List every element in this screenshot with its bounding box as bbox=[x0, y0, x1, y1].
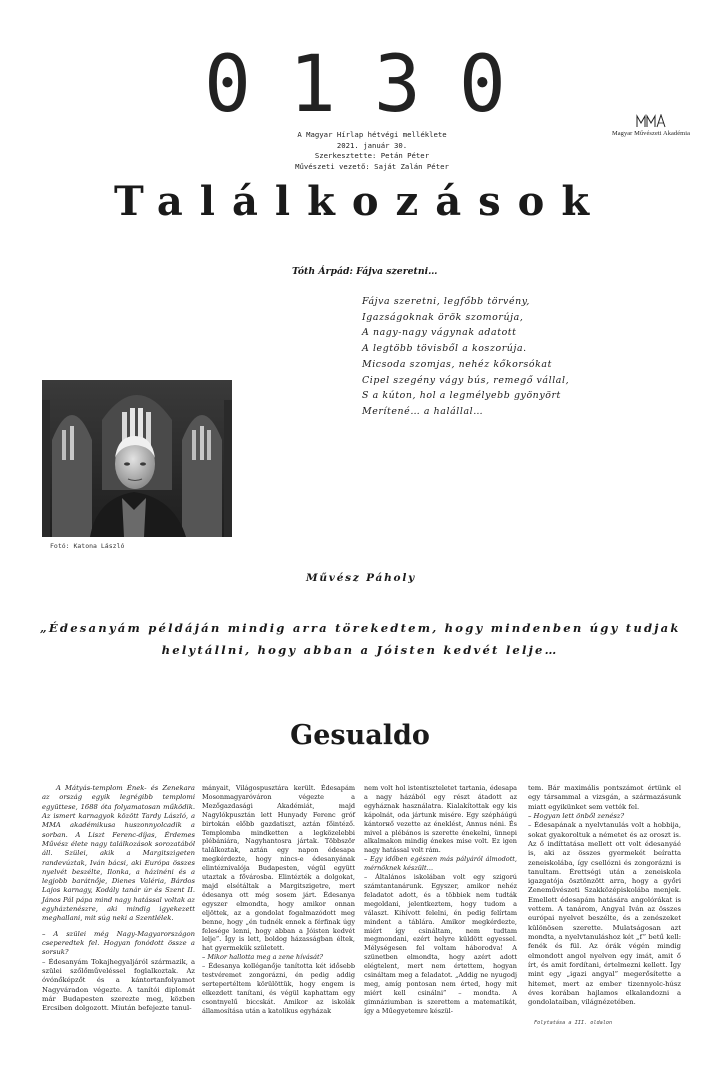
masthead-line: Szerkesztette: Petán Péter bbox=[314, 151, 430, 160]
pull-quote bbox=[40, 617, 680, 661]
interview-answer: – Édesapának a nyelvtanulás volt a hobbija, sokat gyakoroltuk a németet és az oroszt is. Az ő indíttatása mellett ott volt édesanyáé is, aki az összes gyermekét beíratta zeneiskolába, így csellózni és zongorázni is tanultam. Érettségi után a zeneiskola igazgatója ösztönzött arra, hogy a győri Zeneművészeti Szakközépiskolába menjek. Emellett édesapám hatására angolórákat is vettem. A tanárom, Angyal Iván az összes európai nyelvet beszélte, és a zenészeket különösen szerette. Mulatságosan azt mondta, a nyelvtanuláshoz két „f” betű kell: fenék és fül. Az órák végén mindig elmondott angol nyelven egy imát, amit ő írt, és amit fordítani, értelmezni kellett. Így mint egy „igazi angyal” megerősítette a hitemet, mert az ember tizennyolc-húsz éves korában hajlamos elkalandozni a gondolataiban, világnézetében. bbox=[528, 821, 681, 1007]
masthead-info bbox=[262, 130, 482, 172]
interview-question: – Egy időben egészen más pályáról álmodott, mérnöknek készült… bbox=[364, 855, 517, 873]
interview-answer: – Édesanya kolléganője tanította két idősebb testvéremet zongorázni, én pedig addig sertepertéltem körülöttük, hogy engem is elkezdett tanítani, és végül kaphattam egy csontnyelű biccskát. Amikor az iskolák államosítása után a katolikus egyházak bbox=[202, 962, 355, 1015]
section-label: Művész Páholy bbox=[305, 572, 417, 584]
poem-line: A nagy-nagy vágynak adatott bbox=[362, 327, 517, 339]
poem-line: Igazságoknak örök szomorúja, bbox=[362, 311, 524, 323]
masthead-line: 2021. január 30. bbox=[336, 140, 408, 150]
portrait-photo bbox=[42, 380, 232, 537]
interview-answer: tem. Bár maximális pontszámot értünk el egy társammal a vizsgán, a származásunk miatt egyikünket sem vették fel. bbox=[528, 784, 681, 811]
masthead-line: A Magyar Hírlap hétvégi melléklete bbox=[297, 130, 447, 139]
poem-line: Cipel szegény vágy bús, remegő vállal, bbox=[362, 374, 570, 386]
interview-answer: – Édesanyám Tokajhegyaljáról származik, a szülei szőlőműveléssel foglalkoztak. Az óvónőképzőt és a kántortanfolyamot Nagyváradon végezte. A tanítói diplomát már Budapesten szerezte meg, közben Ercsiben dolgozott. Miután befejezte tanul- bbox=[42, 957, 195, 1013]
poem-heading: Tóth Árpád: Fájva szeretni… bbox=[292, 266, 438, 277]
interview-answer: nem volt hol istentiszteletet tartania, édesapa a nagy házából egy részt átadott az egyháznak használatra. Kialakítottak egy kis kápolnát, oda jártunk misére. Egy szépháúgú kántorнő vezette az éneklést, Annus néni. És mivel a plébános is szerette énekelni, ünnepi alkalmakon mindig énekes mise volt. Ez igen nagy hatással volt rám. bbox=[364, 784, 517, 855]
interview-question: – Hogyan lett önből zenész? bbox=[528, 811, 625, 820]
article-column-3 bbox=[364, 784, 517, 1016]
mma-logo bbox=[596, 114, 706, 137]
interview-answer: – Általános iskolában volt egy szigorú számtantanárunk. Egyszer, amikor nehéz feladatot adott, és a többiek nem tudták megoldani, jelentkeztem, hogy tudom a választ. Kihívott felelni, én pedig felírtam mindent a táblára. Amikor megkérdezte, miért így csináltam, nem tudtam megmondani, ezért helyre küldött egyessel. Mélységesen fel voltam háborodva! A szünetben elmondta, hogy azért adott elégtelent, mert nem értettem, hogyan csináltam meg a feladatot. „Addig ne nyugodj meg, amíg pontosan nem érted, hogy mit miért kell csinálni” – mondta. A gimnáziumban is szerettem a matematikát, így a Műegyetemre készül- bbox=[364, 873, 517, 1015]
quote-line: „Édesanyám példáján mindig arra törekedtem, hogy mindenben úgy tudjak bbox=[40, 621, 681, 635]
issue-number: 0130 bbox=[204, 40, 544, 130]
quote-line: helytállni, hogy abban a Jóisten kedvét lelje… bbox=[161, 643, 559, 657]
article-title: Gesualdo bbox=[290, 720, 430, 751]
continuation-note: Folytatása a III. oldalon bbox=[534, 1020, 613, 1026]
masthead-line: Művészeti vezető: Saját Zalán Péter bbox=[295, 161, 449, 171]
mma-name: Magyar Művészeti Akadémia bbox=[611, 130, 691, 137]
interview-question: – Mikor hallotta meg a zene hívását? bbox=[202, 953, 324, 962]
article-column-4 bbox=[528, 784, 681, 1008]
mma-mark-icon bbox=[636, 114, 666, 128]
poem-line: Fájva szeretni, legfőbb törvény, bbox=[362, 296, 530, 307]
poem-line: Merítené… a halállal… bbox=[362, 405, 484, 417]
poem-line: S a kúton, hol a legmélyebb gyönyört bbox=[362, 390, 561, 402]
poem-line: A legtöbb tövisből a koszorúja. bbox=[362, 343, 527, 355]
poem-line: Micsoda szomjas, nehéz kőkorsókat bbox=[362, 358, 552, 370]
page-title: Találkozások bbox=[113, 178, 607, 225]
article-column-2 bbox=[202, 784, 355, 1016]
article-column-1 bbox=[42, 784, 195, 1014]
interview-answer: mányait, Világospusztára került. Édesapám Mosonmagyaróváron végezte a Mezőgazdasági Akadémiát, majd Nagylókpusztán lett Hunyady Ferenc gróf birtokán előbb gazdatiszt, aztán főintéző. Templomba mindketten a legközelebbi plébániára, Nagyhantosra jártak. Többször találkoztak, aztán egy napon édesapa megkérdezte, hogy nincs-e édesanyának elintéznivalója Budapesten, végül együtt utaztak a fővárosba. Elintézték a dolgokat, majd elsétáltak a Margitszigetre, mert édesanya ott még sosem járt. Édesanya egyszer elmondta, hogy amikor onnan eljöttek, az a gondolat fogalmazódott meg benne, hogy „én tudnék ennek a férfinak úgy felesége lenni, hogy abban a Jóisten kedvét lelje”. Így is lett, boldog házasságban éltek, hat gyermekük született. bbox=[202, 784, 355, 953]
photo-credit: Fotó: Katona László bbox=[50, 542, 125, 550]
poem bbox=[362, 294, 662, 420]
article-intro: A Mátyás-templom Ének- és Zenekara az ország egyik legrégibb templomi együttese, 1688 óta folyamatosan működik. Az ismert karnagyok között Tardy László, a MMA akadémikusa huszonnyolcadik a sorban. A Liszt Ferenc-díjas, Érdemes Művész élete nagy találkozások sorozatából áll. Szülei, akik a Margitszigeten randevúztak, Iván bácsi, aki Európa összes nyelvét beszélte, Ilonka, a házinéni és a legjobb barátnője, Dienes Valéria, Bárdos Lajos karnagy, Kodály tanár úr és Szent II. János Pál pápa mind nagy hatással voltak az egyháztenészre, aki mindig igyekezett meghallani, mit súg neki a Szentlélek. bbox=[42, 784, 195, 923]
portrait-photo-icon bbox=[42, 380, 232, 537]
interview-question: – A szülei még Nagy-Magyarországon cseperedtek fel. Hogyan fonódott össze a sorsuk? bbox=[42, 929, 195, 957]
